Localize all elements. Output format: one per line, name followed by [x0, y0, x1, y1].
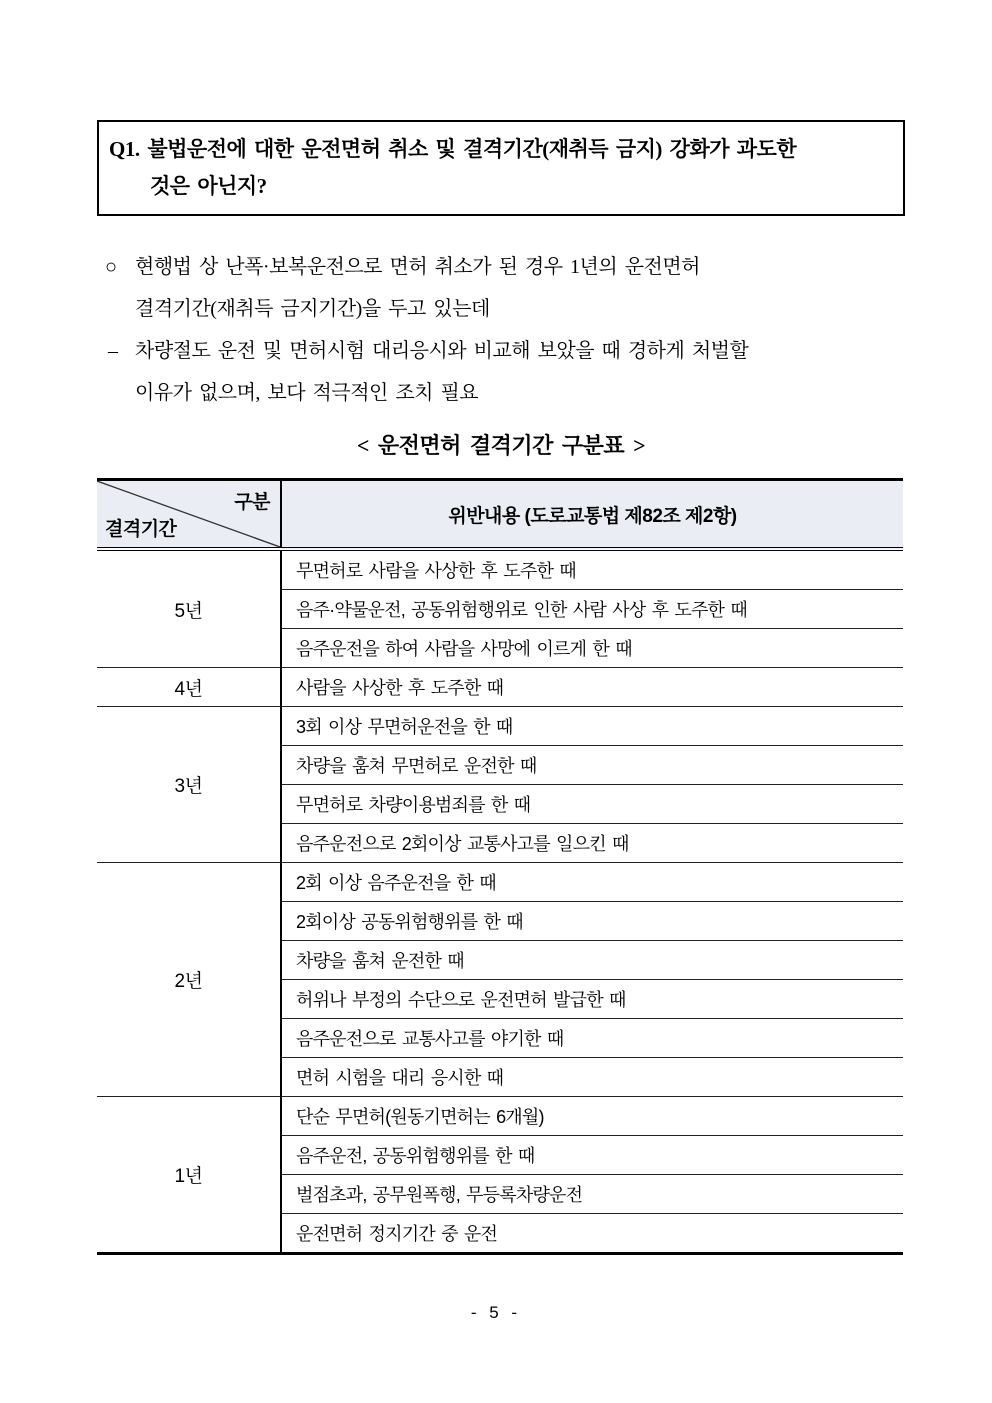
- question-label: Q1.: [109, 137, 140, 161]
- violation-cell: 차량을 훔쳐 운전한 때: [281, 941, 903, 980]
- violation-cell: 음주운전, 공동위험행위를 한 때: [281, 1136, 903, 1175]
- table-header: [97, 480, 903, 550]
- bullet-item-1: [97, 246, 905, 330]
- violation-cell: 사람을 사상한 후 도주한 때: [281, 668, 903, 707]
- header-corner-cell: [97, 480, 281, 550]
- question-text-line1: 불법운전에 대한 운전면허 취소 및 결격기간(재취득 금지) 강화가 과도한: [147, 137, 797, 161]
- body-paragraphs: [97, 246, 905, 414]
- period-cell: 2년: [97, 863, 281, 1097]
- table-row: [97, 668, 903, 707]
- violation-cell: 면허 시험을 대리 응시한 때: [281, 1058, 903, 1097]
- bullet1-line1: 현행법 상 난폭·보복운전으로 면허 취소가 된 경우 1년의 운전면허: [135, 256, 700, 278]
- header-label-violation: 위반내용 (도로교통법 제82조 제2항): [281, 480, 903, 550]
- bullet2-line1: 차량절도 운전 및 면허시험 대리응시와 비교해 보았을 때 경하게 처벌할: [135, 340, 749, 362]
- header-label-period: 결격기간: [105, 519, 177, 540]
- violation-cell: 무면허로 사람을 사상한 후 도주한 때: [296, 561, 576, 581]
- disqualification-table: [97, 478, 903, 1255]
- violation-cell: 벌점초과, 공무원폭행, 무등록차량운전: [281, 1175, 903, 1214]
- bullet2-line2: 이유가 없으며, 보다 적극적인 조치 필요: [135, 382, 479, 404]
- violation-cell: 운전면허 정지기간 중 운전: [281, 1214, 903, 1254]
- violation-cell: 3회 이상 무면허운전을 한 때: [281, 707, 903, 746]
- period-cell: 1년: [97, 1097, 281, 1254]
- question-text-line2: 것은 아닌지?: [150, 174, 267, 198]
- violation-cell: 음주운전으로 교통사고를 야기한 때: [281, 1019, 903, 1058]
- violation-cell: 단순 무면허(원동기면허는 6개월): [281, 1097, 903, 1136]
- period-cell: 5년: [97, 549, 281, 668]
- question-box: [97, 120, 905, 216]
- violation-cell: 2회 이상 음주운전을 한 때: [281, 863, 903, 902]
- violation-cell: 음주·약물운전, 공동위험행위로 인한 사람 사상 후 도주한 때: [281, 590, 903, 629]
- violation-cell: 음주운전을 하여 사람을 사망에 이르게 한 때: [281, 629, 903, 668]
- period-cell: 3년: [97, 707, 281, 863]
- dash-bullet-icon: –: [108, 340, 118, 362]
- table-body: [97, 549, 903, 1254]
- question-line1: [109, 131, 891, 168]
- violation-cell: 무면허로 차량이용범죄를 한 때: [281, 785, 903, 824]
- violation-cell: 음주운전으로 2회이상 교통사고를 일으킨 때: [281, 824, 903, 863]
- document-content: [97, 0, 905, 1255]
- violation-cell: 허위나 부정의 수단으로 운전면허 발급한 때: [281, 980, 903, 1019]
- table-row: [97, 1097, 903, 1136]
- table-title: < 운전면허 결격기간 구분표 >: [356, 433, 646, 458]
- table-row: [97, 549, 903, 590]
- page-number: - 5 -: [470, 1303, 522, 1322]
- violation-cell: 2회이상 공동위험행위를 한 때: [281, 902, 903, 941]
- header-label-gubun: 구분: [234, 492, 270, 513]
- table-row: [97, 863, 903, 902]
- period-cell: 4년: [97, 668, 281, 707]
- bullet1-line2: 결격기간(재취득 금지기간)을 두고 있는데: [135, 298, 490, 320]
- table-row: [97, 707, 903, 746]
- violation-cell: 차량을 훔쳐 무면허로 운전한 때: [281, 746, 903, 785]
- circle-bullet-icon: ○: [105, 256, 117, 278]
- bullet-item-2: [97, 330, 905, 414]
